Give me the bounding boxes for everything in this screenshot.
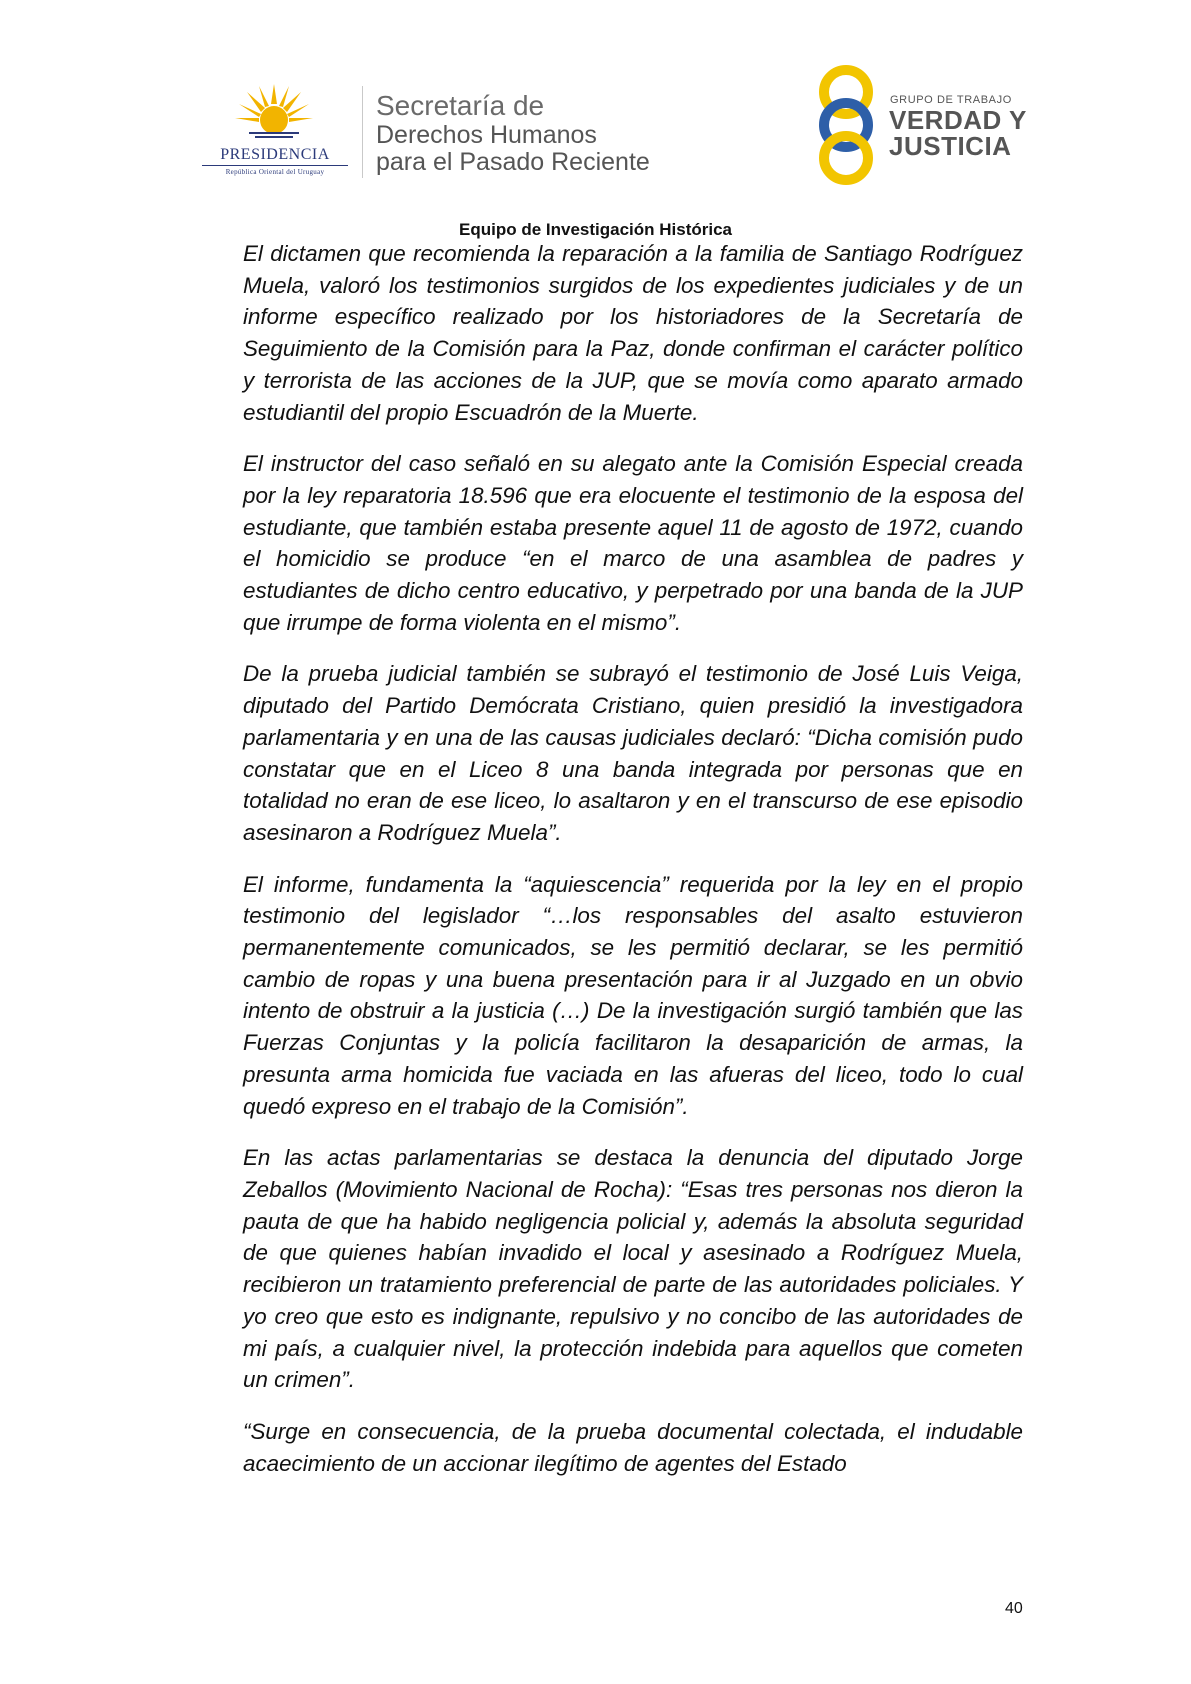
grupo-line-1: GRUPO DE TRABAJO <box>890 94 1012 106</box>
secretaria-line-2: Derechos Humanos <box>376 121 597 149</box>
presidencia-logo <box>196 82 354 182</box>
paragraph: El instructor del caso señaló en su alegato ante la Comisión Especial creada por la ley reparatoria 18.596 que era elocuente el testimonio de la esposa del estudiante, que también estaba presente aquel 11 de agosto de 1972, cuando el homicidio se produce “en el marco de una asamblea de padres y estudiantes de dicho centro educativo, y perpetrado por una banda de la JUP que irrumpe de forma violenta en el mismo”. <box>243 451 1023 635</box>
presidencia-rule <box>202 165 348 166</box>
secretaria-logo-text <box>376 90 650 176</box>
grupo-line-2: VERDAD Y <box>889 105 1027 135</box>
secretaria-line-1: Secretaría de <box>376 90 545 121</box>
document-subtitle <box>0 220 1191 240</box>
document-body <box>243 238 1023 1499</box>
grupo-trabajo-logo <box>812 64 1112 184</box>
presidencia-subtitle: República Oriental del Uruguay <box>225 168 325 176</box>
paragraph: “Surge en consecuencia, de la prueba documental colectada, el indudable acaecimiento de un accionar ilegítimo de agentes del Estado <box>243 1418 1023 1476</box>
paragraph: De la prueba judicial también se subrayó el testimonio de José Luis Veiga, diputado del Partido Demócrata Cristiano, quien presidió la investigadora parlamentaria y en una de las causas judiciales declaró: “Dicha comisión pudo constatar que en el Liceo 8 una banda integrada por personas que en totalidad no eran de ese liceo, lo asaltaron y en el transcurso de ese episodio asesinaron a Rodríguez Muela”. <box>243 661 1023 845</box>
presidencia-name: PRESIDENCIA <box>220 146 330 163</box>
paragraph: En las actas parlamentarias se destaca la denuncia del diputado Jorge Zeballos (Movimiento Nacional de Rocha): “Esas tres personas nos dieron la pauta de que ha habido negligencia policial y, además la absoluta seguridad de que quienes habían invadido el local y asesinado a Rodríguez Muela, recibieron un tratamiento preferencial de parte de las autoridades policiales. Y yo creo que esto es indignante, repulsivo y no concibo de las autoridades de mi país, a cualquier nivel, la protección indebida para aquellos que cometen un crimen”. <box>243 1145 1023 1393</box>
grupo-line-3: JUSTICIA <box>889 131 1012 161</box>
paragraph: El dictamen que recomienda la reparación a la familia de Santiago Rodríguez Muela, valoró los testimonios surgidos de los expedientes judiciales y de un informe específico realizado por los historiadores de la Secretaría de Seguimiento de la Comisión para la Paz, donde confirman el carácter político y terrorista de las acciones de la JUP, que se movía como aparato armado estudiantil del propio Escuadrón de la Muerte. <box>243 241 1023 425</box>
page-header <box>0 0 1191 210</box>
header-divider <box>362 86 363 178</box>
secretaria-line-3: para el Pasado Reciente <box>376 148 650 176</box>
page-number: 40 <box>1005 1600 1023 1617</box>
sun-emblem-icon <box>235 82 313 144</box>
paragraph: El informe, fundamenta la “aquiescencia” requerida por la ley en el propio testimonio del legislador “…los responsables del asalto estuvieron permanentemente comunicados, se les permitió declarar, se les permitió cambio de ropas y una buena presentación para ir al Juzgado en un obvio intento de obstruir a la justicia (…) De la investigación surgió también que las Fuerzas Conjuntas y la policía facilitaron la desaparición de armas, la presunta arma homicida fue vaciada en las afueras del liceo, todo lo cual quedó expreso en el trabajo de la Comisión”. <box>243 871 1023 1119</box>
subtitle-text: Equipo de Investigación Histórica <box>459 220 732 239</box>
interlocked-rings-icon <box>812 64 888 186</box>
